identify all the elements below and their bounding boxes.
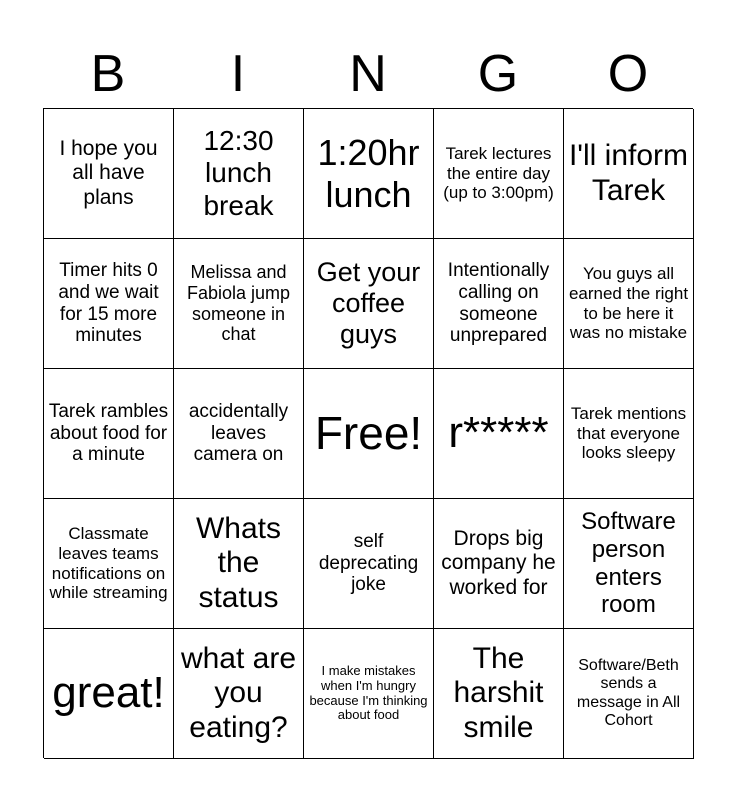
bingo-cell[interactable]: Tarek rambles about food for a minute [44, 369, 174, 499]
bingo-cell[interactable]: 12:30 lunch break [174, 109, 304, 239]
bingo-cell[interactable]: self deprecating joke [304, 499, 434, 629]
bingo-board [43, 108, 693, 758]
bingo-cell[interactable]: great! [44, 629, 174, 759]
bingo-cell[interactable]: I'll inform Tarek [564, 109, 694, 239]
bingo-cell[interactable]: what are you eating? [174, 629, 304, 759]
header-letter-g: G [477, 45, 519, 103]
free-space[interactable]: Free! [304, 369, 434, 499]
bingo-cell[interactable]: Tarek lectures the entire day (up to 3:00pm) [434, 109, 564, 239]
bingo-cell[interactable]: Tarek mentions that everyone looks sleepy [564, 369, 694, 499]
bingo-cell[interactable]: I make mistakes when I'm hungry because I'm thinking about food [304, 629, 434, 759]
bingo-header [43, 44, 693, 104]
bingo-cell[interactable]: Drops big company he worked for [434, 499, 564, 629]
bingo-cell[interactable]: Intentionally calling on someone unprepared [434, 239, 564, 369]
header-letter-n: N [349, 45, 387, 103]
bingo-cell[interactable]: Software/Beth sends a message in All Cohort [564, 629, 694, 759]
bingo-cell[interactable]: Timer hits 0 and we wait for 15 more minutes [44, 239, 174, 369]
bingo-cell[interactable]: Melissa and Fabiola jump someone in chat [174, 239, 304, 369]
bingo-cell[interactable]: Get your coffee guys [304, 239, 434, 369]
bingo-cell[interactable]: accidentally leaves camera on [174, 369, 304, 499]
bingo-cell[interactable]: 1:20hr lunch [304, 109, 434, 239]
bingo-cell[interactable]: Software person enters room [564, 499, 694, 629]
bingo-cell[interactable]: r***** [434, 369, 564, 499]
header-letter-i: I [230, 45, 246, 103]
bingo-cell[interactable]: Whats the status [174, 499, 304, 629]
header-letter-b: B [90, 45, 126, 103]
bingo-cell[interactable]: The harshit smile [434, 629, 564, 759]
bingo-cell[interactable]: Classmate leaves teams notifications on while streaming [44, 499, 174, 629]
header-letter-o: O [607, 45, 649, 103]
bingo-cell[interactable]: I hope you all have plans [44, 109, 174, 239]
bingo-cell[interactable]: You guys all earned the right to be here it was no mistake [564, 239, 694, 369]
